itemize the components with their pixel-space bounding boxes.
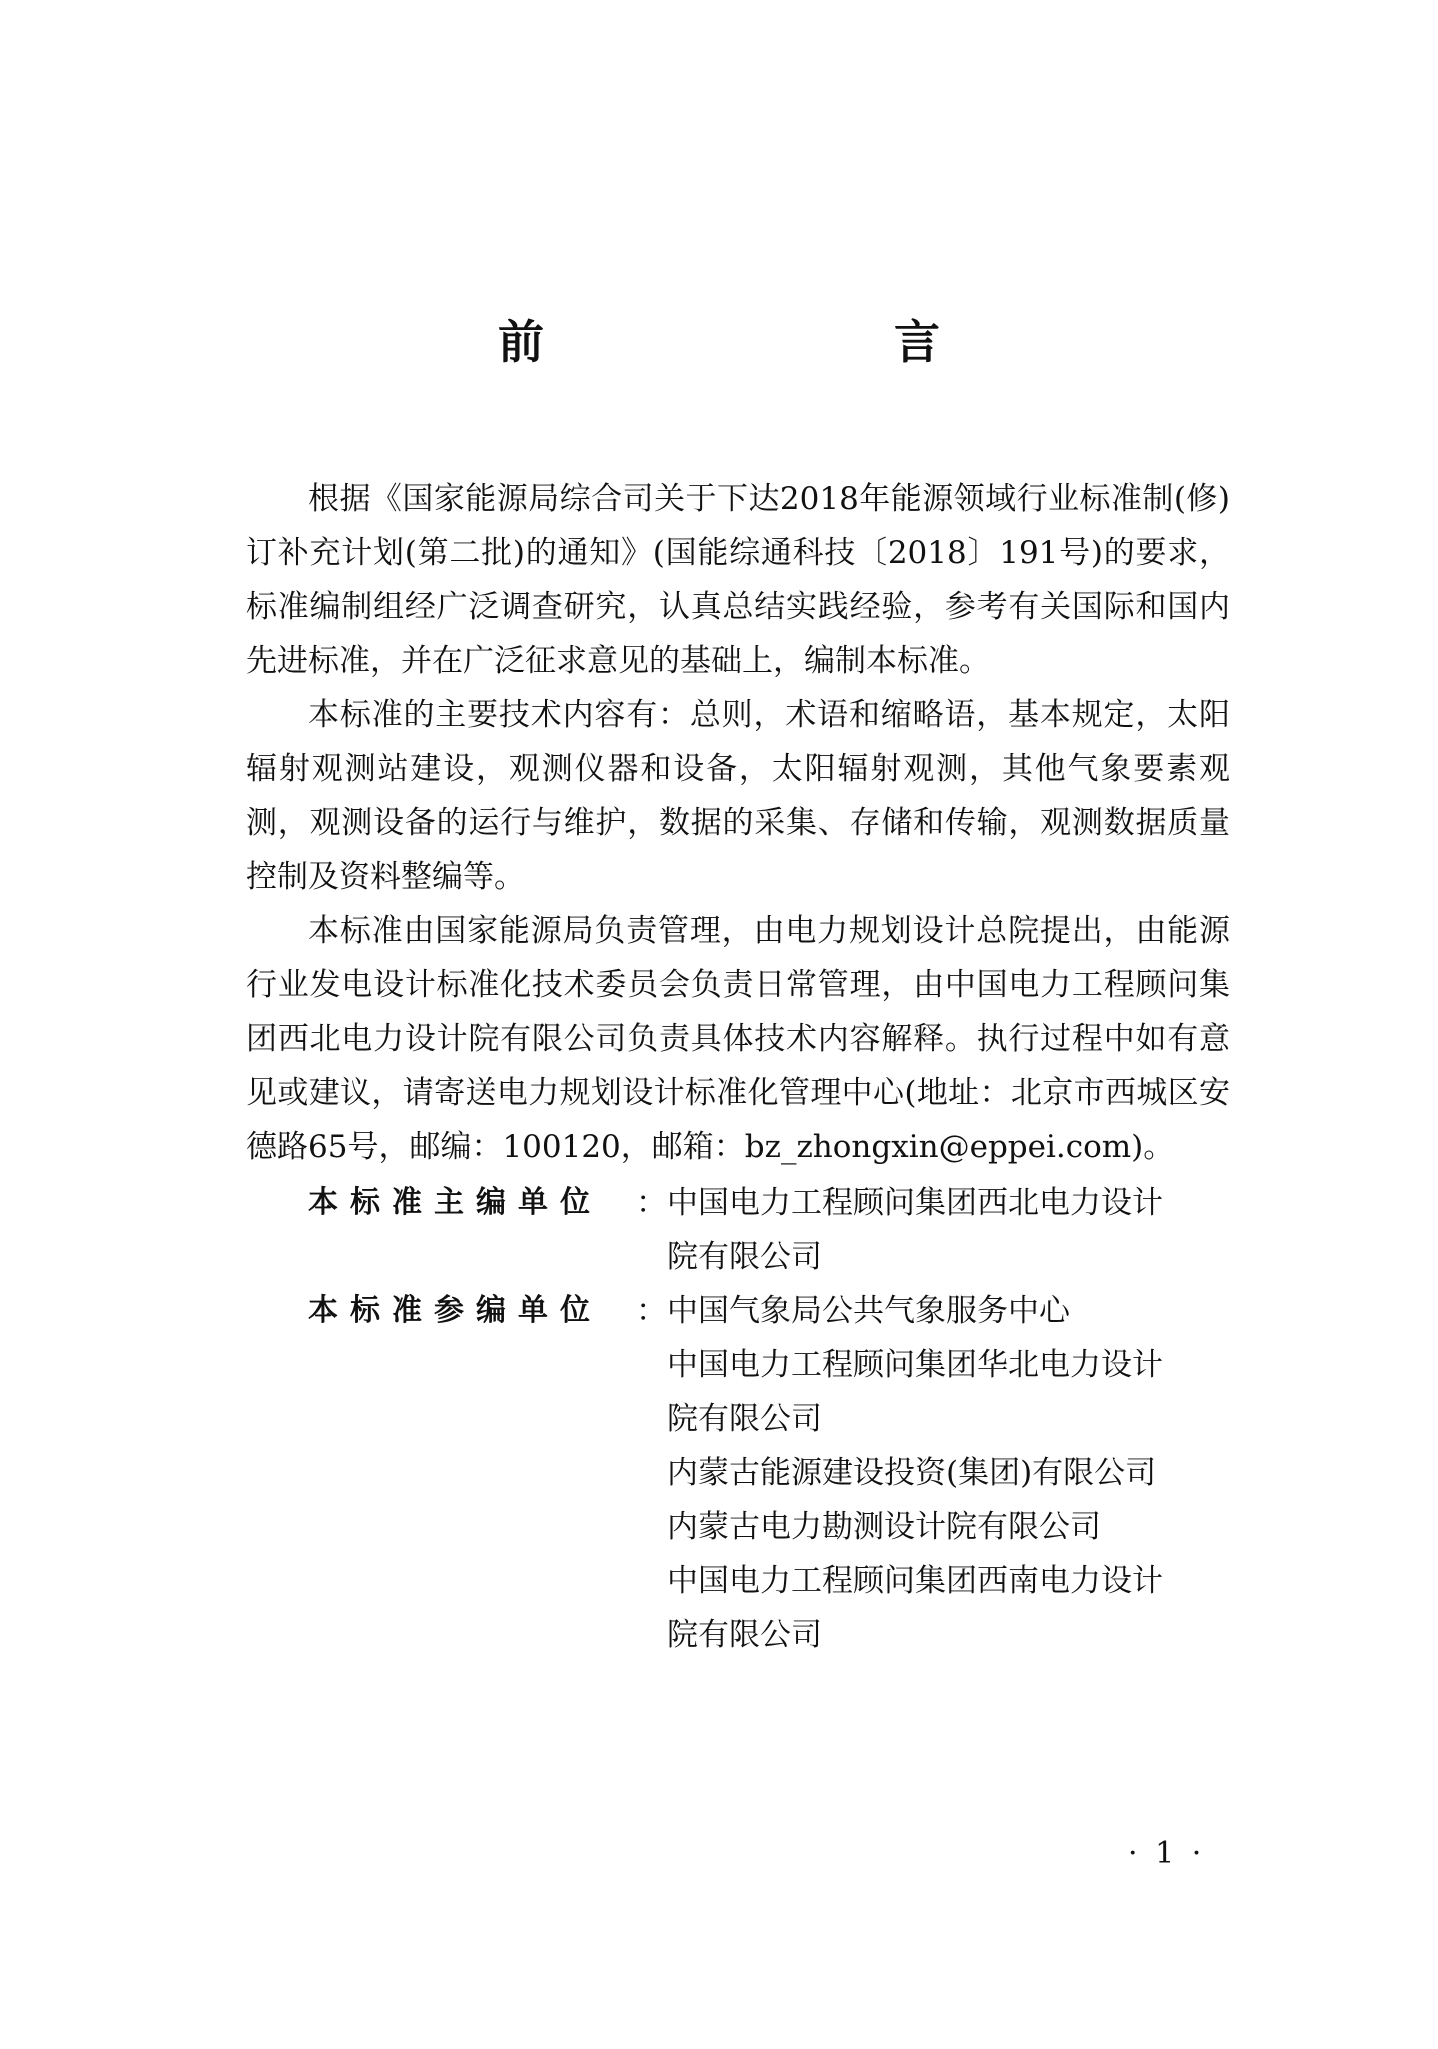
participating-label: 本标准参编单位: [308, 1293, 602, 1328]
unit-line: 中国气象局公共气象服务中心: [667, 1293, 1070, 1329]
unit-line: 内蒙古电力勘测设计院有限公司: [667, 1509, 1101, 1545]
chief-editor-label: 本标准主编单位: [308, 1185, 602, 1220]
paragraph-basis: 根据《国家能源局综合司关于下达2018年能源领域行业标准制(修)订补充计划(第二批)的通知》(国能综通科技〔2018〕191号)的要求，标准编制组经广泛调查研究，认真总结实践经验，参考有关国际和国内先进标准，并在广泛征求意见的基础上，编制本标准。: [246, 481, 1230, 679]
participating-units: [246, 1284, 1230, 1662]
paragraph-management: 本标准由国家能源局负责管理，由电力规划设计总院提出，由能源行业发电设计标准化技术委员会负责日常管理，由中国电力工程顾问集团西北电力设计院有限公司负责具体技术内容解释。执行过程中如有意见或建议，请寄送电力规划设计标准化管理中心(地址：北京市西城区安德路65号，邮编：100120，邮箱：bz_zhongxin@eppei.com)。: [246, 913, 1230, 1165]
drafting-units: [246, 1176, 1230, 1662]
unit-line: 中国电力工程顾问集团西南电力设计: [667, 1563, 1163, 1599]
page-number: · 1 ·: [1128, 1836, 1206, 1871]
unit-line: 中国电力工程顾问集团西北电力设计: [667, 1185, 1163, 1221]
participating-list: [667, 1284, 1230, 1662]
label-colon: ：: [636, 1293, 667, 1329]
chief-editor-list: [667, 1176, 1230, 1284]
label-colon: ：: [636, 1185, 667, 1221]
paragraph-main-content: 本标准的主要技术内容有：总则，术语和缩略语，基本规定，太阳辐射观测站建设，观测仪器和设备，太阳辐射观测，其他气象要素观测，观测设备的运行与维护，数据的采集、存储和传输，观测数据质量控制及资料整编等。: [246, 697, 1230, 895]
unit-line: 中国电力工程顾问集团华北电力设计: [667, 1347, 1163, 1383]
preface-body: [246, 472, 1230, 1662]
unit-line: 内蒙古能源建设投资(集团)有限公司: [667, 1455, 1157, 1491]
chief-editor-units: [246, 1176, 1230, 1284]
unit-line: 院有限公司: [667, 1617, 822, 1653]
page-title: 前 言: [498, 315, 1026, 369]
unit-line: 院有限公司: [667, 1401, 822, 1437]
unit-line: 院有限公司: [667, 1239, 822, 1275]
